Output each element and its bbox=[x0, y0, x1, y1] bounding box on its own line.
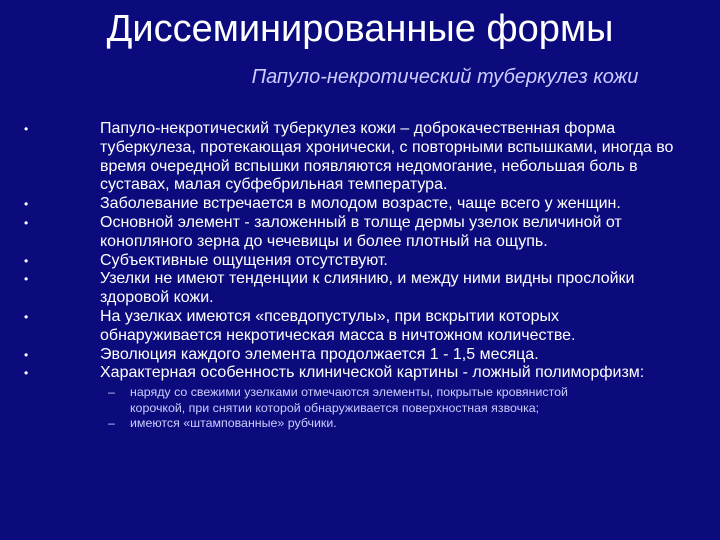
sub-bullet-text: наряду со свежими узелками отмечаются элементы, покрытые кровянистой корочкой, при снятии которой обнаруживается поверхностная язвочка; bbox=[130, 385, 568, 415]
sub-bullet-item bbox=[100, 385, 680, 416]
bullet-text: Папуло-некротический туберкулез кожи – доброкачественная форма туберкулеза, протекающая хронически, с повторными вспышками, иногда во время очередной вспышки появляются недомогание, небольшая боль в суставах, малая субфебрильная температура. bbox=[100, 120, 674, 194]
bullet-list bbox=[0, 120, 720, 432]
bullet-icon: • bbox=[24, 122, 29, 136]
slide-title: Диссеминированные формы bbox=[106, 8, 614, 50]
bullet-text: Субъективные ощущения отсутствуют. bbox=[100, 251, 388, 269]
bullet-text: Характерная особенность клинической картины - ложный полиморфизм: bbox=[100, 364, 645, 382]
dash-icon: – bbox=[108, 416, 115, 431]
bullet-text: Заболевание встречается в молодом возрасте, чаще всего у женщин. bbox=[100, 195, 621, 213]
bullet-icon: • bbox=[24, 366, 29, 381]
bullet-text: Узелки не имеют тенденции к слиянию, и между ними видны прослойки здоровой кожи. bbox=[100, 270, 635, 307]
bullet-text: На узелках имеются «псевдопустулы», при вскрытии которых обнаруживается некротическая масса в ничтожном количестве. bbox=[100, 307, 576, 344]
bullet-text: Эволюция каждого элемента продолжается 1 - 1,5 месяца. bbox=[100, 345, 539, 363]
bullet-item bbox=[0, 120, 720, 195]
dash-icon: – bbox=[108, 385, 115, 400]
bullet-text: Основной элемент - заложенный в толще дермы узелок величиной от конопляного зерна до чечевицы и более плотный на ощупь. bbox=[100, 213, 622, 250]
bullet-icon: • bbox=[24, 272, 29, 287]
bullet-item bbox=[0, 364, 720, 432]
bullet-icon: • bbox=[24, 347, 29, 362]
bullet-item bbox=[0, 214, 720, 252]
bullet-icon: • bbox=[24, 197, 29, 212]
sub-bullet-text: имеются «штампованные» рубчики. bbox=[130, 416, 337, 431]
bullet-item bbox=[0, 270, 720, 308]
bullet-icon: • bbox=[24, 253, 29, 268]
bullet-icon: • bbox=[24, 309, 29, 324]
bullet-item bbox=[0, 252, 720, 271]
slide-subtitle: Папуло-некротический туберкулез кожи bbox=[251, 66, 639, 88]
bullet-item bbox=[0, 346, 720, 365]
sub-bullet-list bbox=[100, 385, 680, 432]
bullet-item bbox=[0, 308, 720, 346]
bullet-icon: • bbox=[24, 215, 29, 230]
sub-bullet-item bbox=[100, 416, 680, 432]
bullet-item bbox=[0, 195, 720, 214]
